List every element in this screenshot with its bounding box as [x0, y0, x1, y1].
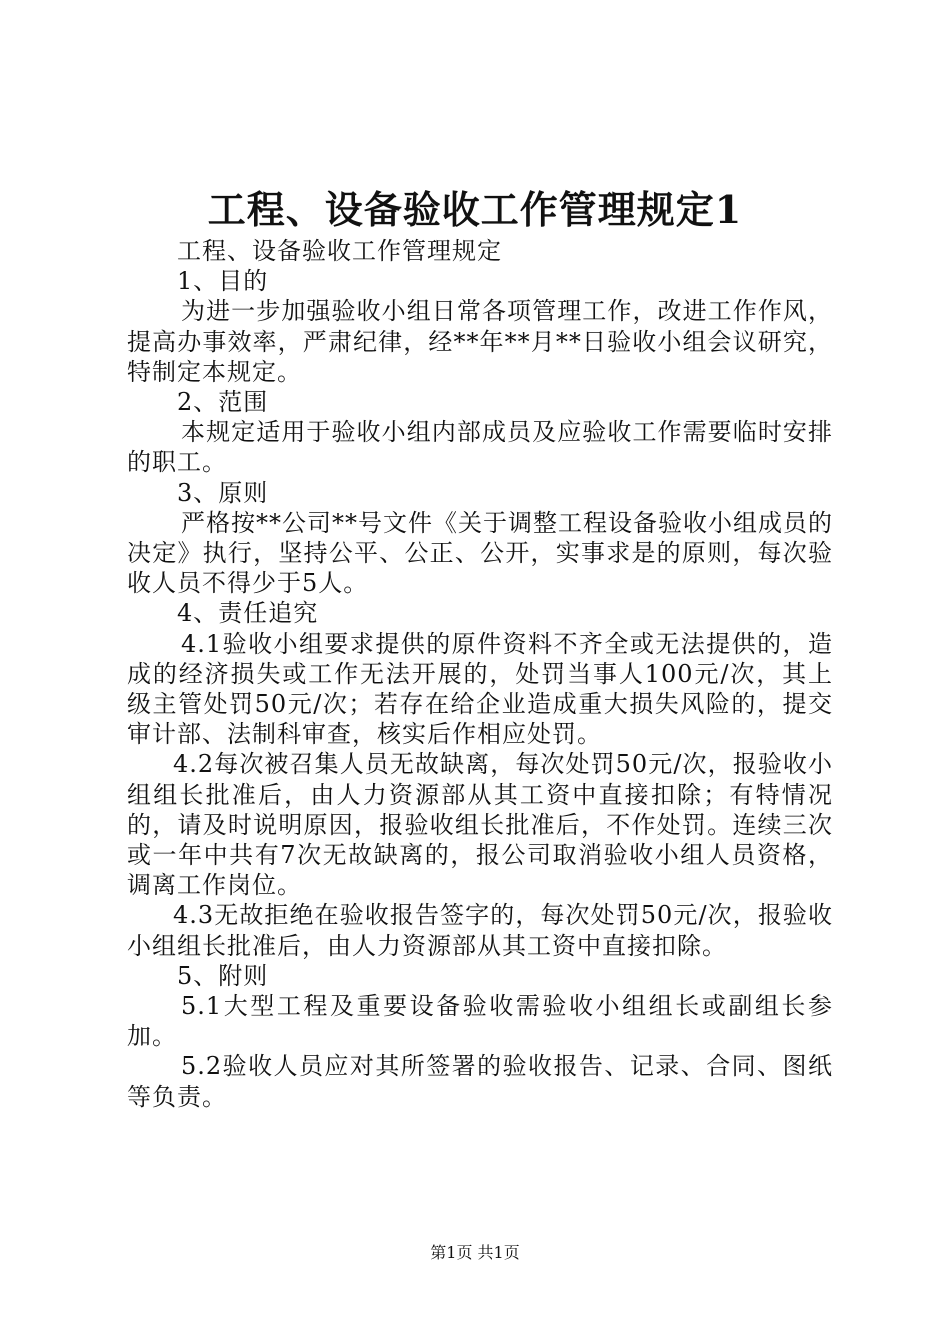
section-heading-principle: 3、原则 [177, 478, 269, 507]
section-heading-supplementary: 5、附则 [177, 961, 269, 990]
document-title: 工程、设备验收工作管理规定1 [207, 187, 743, 232]
paragraph-liability-4-1: 4.1验收小组要求提供的原件资料不齐全或无法提供的，造成的经济损失或工作无法开展的，处罚当事人100元/次，其上级主管处罚50元/次；若存在给企业造成重大损失风险的，提交审计部、法制科审查，核实后作相应处罚。 [127, 629, 833, 749]
paragraph-scope: 本规定适用于验收小组内部成员及应验收工作需要临时安排的职工。 [127, 418, 833, 477]
paragraph-supplementary-5-2: 5.2验收人员应对其所签署的验收报告、记录、合同、图纸等负责。 [127, 1052, 833, 1111]
section-heading-purpose: 1、目的 [177, 267, 269, 296]
paragraph-liability-4-3: 4.3无故拒绝在验收报告签字的，每次处罚50元/次，报验收小组组长批准后，由人力资源部从其工资中直接扣除。 [127, 901, 833, 960]
paragraph-principle: 严格按**公司**号文件《关于调整工程设备验收小组成员的决定》执行，坚持公平、公正、公开，实事求是的原则，每次验收人员不得少于5人。 [127, 508, 833, 598]
subtitle: 工程、设备验收工作管理规定 [177, 237, 502, 265]
section-heading-liability: 4、责任追究 [177, 599, 319, 628]
page-footer: 第1页 共1页 [430, 1243, 520, 1262]
paragraph-supplementary-5-1: 5.1大型工程及重要设备验收需验收小组组长或副组长参加。 [127, 992, 833, 1051]
section-heading-scope: 2、范围 [177, 388, 269, 417]
paragraph-liability-4-2: 4.2每次被召集人员无故缺离，每次处罚50元/次，报验收小组组长批准后，由人力资源部从其工资中直接扣除；有特情况的，请及时说明原因，报验收组长批准后，不作处罚。连续三次或一年中共有7次无故缺离的，报公司取消验收小组人员资格，调离工作岗位。 [127, 750, 833, 900]
paragraph-purpose: 为进一步加强验收小组日常各项管理工作，改进工作作风，提高办事效率，严肃纪律，经**年**月**日验收小组会议研究，特制定本规定。 [127, 297, 833, 386]
document-body [127, 236, 833, 1112]
